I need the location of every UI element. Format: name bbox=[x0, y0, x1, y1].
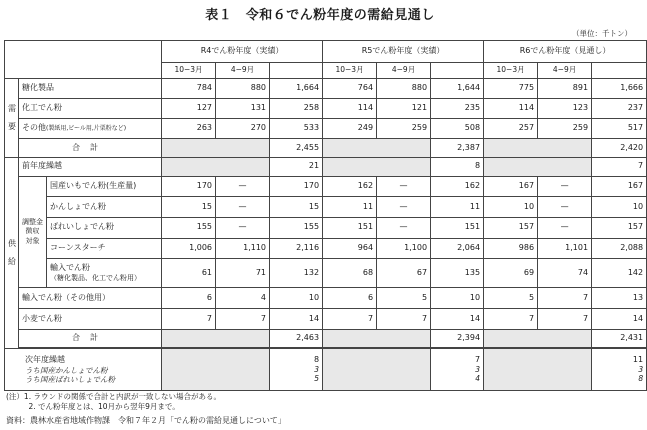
cell: 114 bbox=[323, 98, 377, 118]
year-header-r4: R4でん粉年度（実績） bbox=[162, 41, 323, 63]
cell: 61 bbox=[162, 259, 216, 288]
cell: 11 bbox=[323, 197, 377, 218]
cell: 170 bbox=[162, 176, 216, 197]
cell: 170 bbox=[270, 176, 323, 197]
cell: 15 bbox=[270, 197, 323, 218]
cell: 7 bbox=[538, 309, 592, 330]
supply-section-label: 供 給 bbox=[5, 157, 19, 348]
demand-section-label: 需 要 bbox=[5, 79, 19, 158]
cell: 5 bbox=[484, 288, 538, 309]
cell: 4 bbox=[216, 288, 270, 309]
cell: 508 bbox=[431, 118, 484, 139]
cell: 5 bbox=[377, 288, 431, 309]
cell: — bbox=[216, 218, 270, 239]
total-value: 2,431 bbox=[592, 329, 647, 348]
cell: 10 bbox=[592, 197, 647, 218]
carry-in-row bbox=[5, 157, 647, 176]
year-header-r6: R6でん粉年度（見通し） bbox=[484, 41, 647, 63]
cell: — bbox=[216, 176, 270, 197]
cell: 127 bbox=[162, 98, 216, 118]
cell: 157 bbox=[484, 218, 538, 239]
table-row bbox=[5, 218, 647, 239]
carry-over-row bbox=[5, 349, 647, 391]
row-label: 糖化製品 bbox=[19, 79, 162, 99]
cell: 10 bbox=[484, 197, 538, 218]
cell: 68 bbox=[323, 259, 377, 288]
cell: 69 bbox=[484, 259, 538, 288]
cell: 7 bbox=[484, 309, 538, 330]
cell: 6 bbox=[162, 288, 216, 309]
cell: 21 bbox=[270, 157, 323, 176]
row-label: コーンスターチ bbox=[47, 238, 162, 259]
cell: 1,666 bbox=[592, 79, 647, 99]
cell: 121 bbox=[377, 98, 431, 118]
cell: 533 bbox=[270, 118, 323, 139]
cell: 7 bbox=[216, 309, 270, 330]
row-label: 国産いもでん粉(生産量) bbox=[47, 176, 162, 197]
table-row bbox=[5, 259, 647, 288]
row-note: (製紙用,ビール用,片栗粉など) bbox=[46, 125, 127, 133]
cell: 13 bbox=[592, 288, 647, 309]
cell: 167 bbox=[484, 176, 538, 197]
carry-over-sub2: うち国産ばれいしょでん粉 bbox=[25, 374, 115, 384]
half-header: 4−9月 bbox=[377, 62, 431, 79]
row-label: 輸入でん粉 （糖化製品、化工でん粉用） bbox=[47, 259, 162, 288]
carry-over-value: 8 3 5 bbox=[270, 349, 323, 391]
year-header-r5: R5でん粉年度（実績） bbox=[323, 41, 484, 63]
table-row bbox=[5, 118, 647, 139]
table-row bbox=[5, 197, 647, 218]
shaded-cell bbox=[484, 349, 592, 391]
row-label: ばれいしょでん粉 bbox=[47, 218, 162, 239]
blank-header bbox=[431, 62, 484, 79]
cell: 7 bbox=[377, 309, 431, 330]
cell: 132 bbox=[270, 259, 323, 288]
blank-header bbox=[270, 62, 323, 79]
cell: 155 bbox=[162, 218, 216, 239]
table-row bbox=[5, 98, 647, 118]
table-title: 表１ 令和６でん粉年度の需給見通し bbox=[205, 8, 435, 23]
cell: 891 bbox=[538, 79, 592, 99]
header-corner bbox=[5, 41, 162, 79]
supply-demand-table bbox=[4, 40, 647, 391]
shaded-cell bbox=[323, 157, 431, 176]
cell: 162 bbox=[431, 176, 484, 197]
cell: 151 bbox=[431, 218, 484, 239]
total-value: 2,463 bbox=[270, 329, 323, 348]
cell: 1,006 bbox=[162, 238, 216, 259]
cell: 10 bbox=[431, 288, 484, 309]
cell: 6 bbox=[323, 288, 377, 309]
shaded-cell bbox=[323, 139, 431, 158]
cell: 1,644 bbox=[431, 79, 484, 99]
cell: 1,110 bbox=[216, 238, 270, 259]
shaded-cell bbox=[162, 349, 270, 391]
total-value: 2,394 bbox=[431, 329, 484, 348]
cell: — bbox=[538, 176, 592, 197]
cell: 114 bbox=[484, 98, 538, 118]
cell: 1,664 bbox=[270, 79, 323, 99]
half-header: 4−9月 bbox=[216, 62, 270, 79]
cell: 249 bbox=[323, 118, 377, 139]
cell: 74 bbox=[538, 259, 592, 288]
cell: 259 bbox=[538, 118, 592, 139]
cell: 71 bbox=[216, 259, 270, 288]
table-row bbox=[5, 79, 647, 99]
cell: — bbox=[377, 218, 431, 239]
cell: 167 bbox=[592, 176, 647, 197]
carry-over-value: 11 3 8 bbox=[592, 349, 647, 391]
row-label: 小麦でん粉 bbox=[19, 309, 162, 330]
cell: 257 bbox=[484, 118, 538, 139]
cell: 7 bbox=[323, 309, 377, 330]
cell: 14 bbox=[270, 309, 323, 330]
cell: 15 bbox=[162, 197, 216, 218]
row-label: その他(製紙用,ビール用,片栗粉など) bbox=[19, 118, 162, 139]
cell: 784 bbox=[162, 79, 216, 99]
cell: 1,100 bbox=[377, 238, 431, 259]
cell: 7 bbox=[592, 157, 647, 176]
cell: — bbox=[377, 197, 431, 218]
cell: 123 bbox=[538, 98, 592, 118]
cell: 157 bbox=[592, 218, 647, 239]
cell: 517 bbox=[592, 118, 647, 139]
row-label: 輸入でん粉（その他用） bbox=[19, 288, 162, 309]
table-row bbox=[5, 288, 647, 309]
cell: 162 bbox=[323, 176, 377, 197]
adjustment-label: 調整金 徴収 対象 bbox=[19, 176, 47, 288]
cell: 2,064 bbox=[431, 238, 484, 259]
cell: 2,088 bbox=[592, 238, 647, 259]
cell: 986 bbox=[484, 238, 538, 259]
source-line: 資料：農林水産省地域作物課 令和７年２月「でん粉の需給見通しについて」 bbox=[6, 416, 286, 425]
cell: 258 bbox=[270, 98, 323, 118]
cell: 775 bbox=[484, 79, 538, 99]
shaded-cell bbox=[484, 329, 592, 348]
cell: 270 bbox=[216, 118, 270, 139]
total-label: 合計 bbox=[19, 329, 162, 348]
unit-label: （単位：千トン） bbox=[572, 29, 632, 38]
cell: 142 bbox=[592, 259, 647, 288]
cell: 14 bbox=[431, 309, 484, 330]
carry-over-label: 次年度繰越 うち国産かんしょでん粉 うち国産ばれいしょでん粉 bbox=[5, 349, 162, 391]
cell: — bbox=[538, 218, 592, 239]
cell: 67 bbox=[377, 259, 431, 288]
cell: — bbox=[377, 176, 431, 197]
shaded-cell bbox=[162, 157, 270, 176]
cell: 880 bbox=[216, 79, 270, 99]
cell: 880 bbox=[377, 79, 431, 99]
table-row bbox=[5, 176, 647, 197]
cell: 235 bbox=[431, 98, 484, 118]
footnotes bbox=[6, 392, 221, 412]
total-value: 2,455 bbox=[270, 139, 323, 158]
cell: 7 bbox=[538, 288, 592, 309]
cell: 10 bbox=[270, 288, 323, 309]
carry-over-sub1: うち国産かんしょでん粉 bbox=[25, 365, 108, 375]
total-value: 2,387 bbox=[431, 139, 484, 158]
half-header: 10−3月 bbox=[323, 62, 377, 79]
table-row bbox=[5, 309, 647, 330]
cell: — bbox=[216, 197, 270, 218]
cell: 155 bbox=[270, 218, 323, 239]
cell: 7 bbox=[162, 309, 216, 330]
cell: 2,116 bbox=[270, 238, 323, 259]
footnote: 2. でん粉年度とは、10月から翌年9月まで。 bbox=[6, 401, 180, 411]
demand-total-row bbox=[5, 139, 647, 158]
blank-header bbox=[592, 62, 647, 79]
shaded-cell bbox=[323, 349, 431, 391]
shaded-cell bbox=[162, 329, 270, 348]
shaded-cell bbox=[162, 139, 270, 158]
cell: 11 bbox=[431, 197, 484, 218]
cell: 259 bbox=[377, 118, 431, 139]
half-header: 10−3月 bbox=[162, 62, 216, 79]
row-label: かんしょでん粉 bbox=[47, 197, 162, 218]
half-header: 10−3月 bbox=[484, 62, 538, 79]
cell: 151 bbox=[323, 218, 377, 239]
shaded-cell bbox=[484, 139, 592, 158]
cell: 135 bbox=[431, 259, 484, 288]
footnote: (注）1. ラウンドの関係で合計と内訳が一致しない場合がある。 bbox=[6, 392, 221, 401]
cell: 764 bbox=[323, 79, 377, 99]
row-label: 前年度繰越 bbox=[19, 157, 162, 176]
total-value: 2,420 bbox=[592, 139, 647, 158]
supply-total-row bbox=[5, 329, 647, 348]
shaded-cell bbox=[484, 157, 592, 176]
table-row bbox=[5, 238, 647, 259]
cell: 263 bbox=[162, 118, 216, 139]
half-header: 4−9月 bbox=[538, 62, 592, 79]
cell: — bbox=[538, 197, 592, 218]
cell: 1,101 bbox=[538, 238, 592, 259]
cell: 237 bbox=[592, 98, 647, 118]
total-label: 合計 bbox=[19, 139, 162, 158]
cell: 14 bbox=[592, 309, 647, 330]
cell: 8 bbox=[431, 157, 484, 176]
row-label: 化工でん粉 bbox=[19, 98, 162, 118]
header-row-years bbox=[5, 41, 647, 63]
shaded-cell bbox=[323, 329, 431, 348]
cell: 964 bbox=[323, 238, 377, 259]
carry-over-value: 7 3 4 bbox=[431, 349, 484, 391]
cell: 131 bbox=[216, 98, 270, 118]
